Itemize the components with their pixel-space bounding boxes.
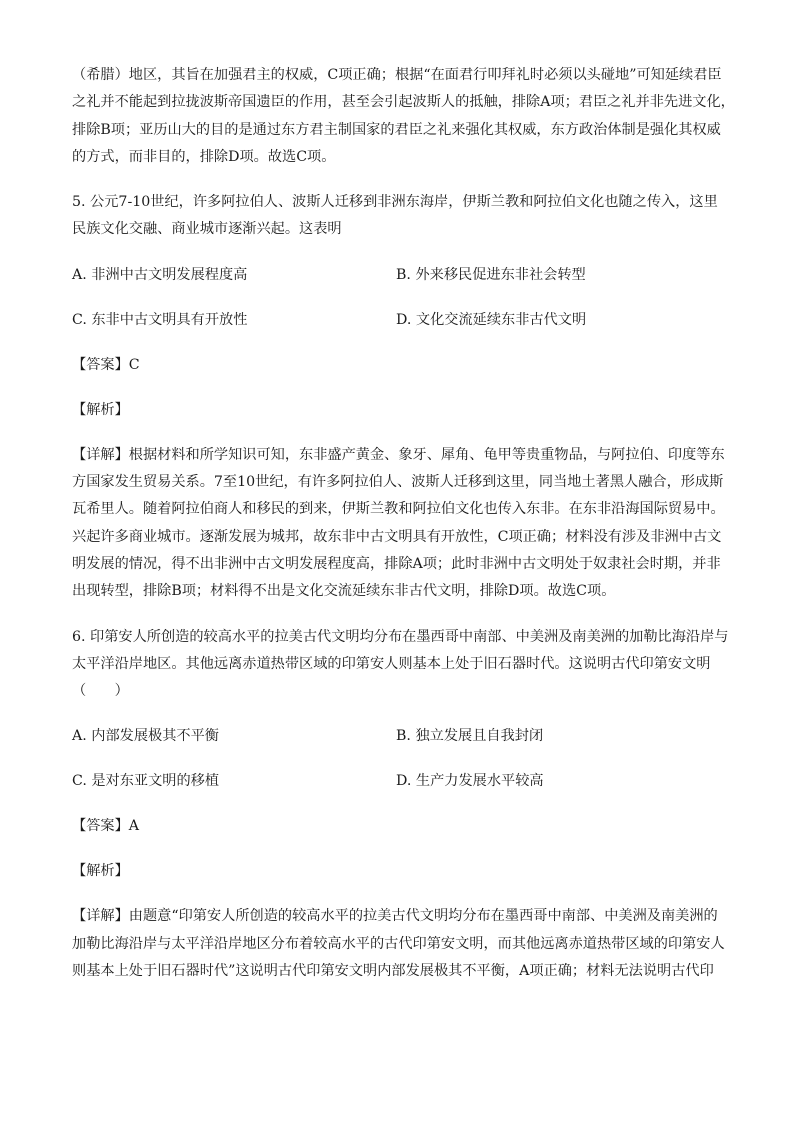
answer-label: 【答案】 [72, 818, 129, 835]
q5-detail-line: 方国家发生贸易关系。7至10世纪，有许多阿拉伯人、波斯人迁移到这里，同当地土著黑人融合，形成斯 [72, 474, 724, 491]
q5-option-a: A. 非洲中古文明发展程度高 [72, 266, 248, 283]
q6-option-c: C. 是对东亚文明的移植 [72, 773, 220, 790]
q5-stem-line: 民族文化交融、商业城市逐渐兴起。这表明 [72, 221, 342, 238]
intro-line: （希腊）地区，其旨在加强君主的权威，C项正确；根据“在面君行叩拜礼时必须以头碰地”可知延续君臣 [72, 67, 722, 83]
q6-detail [72, 903, 732, 985]
q5-detail-line: 【详解】根据材料和所学知识可知，东非盛产黄金、象牙、犀角、龟甲等贵重物品，与阿拉伯、印度等东 [72, 446, 725, 463]
q5-option-c: C. 东非中古文明具有开放性 [72, 311, 248, 328]
q6-answer [72, 813, 732, 840]
q5-detail-line: 兴起许多商业城市。逐渐发展为城邦，故东非中古文明具有开放性，C项正确；材料没有涉及非洲中古文 [72, 528, 722, 545]
q5-option-d: D. 文化交流延续东非古代文明 [396, 311, 587, 328]
answer-label: 【答案】 [72, 356, 129, 373]
q5-detail-line: 出现转型，排除B项；材料得不出是文化交流延续东非古代文明，排除D项。故选C项。 [72, 583, 616, 600]
q6-detail-line: 加勒比海沿岸与太平洋沿岸地区分布着较高水平的古代印第安文明，而其他远离赤道热带区域的印第安人 [72, 935, 725, 952]
question-5-options [72, 262, 732, 334]
q5-analysis-label: 【解析】 [72, 401, 129, 418]
q5-detail [72, 442, 732, 606]
intro-explanation [72, 62, 735, 171]
q5-stem-line: 5. 公元7-10世纪，许多阿拉伯人、波斯人迁移到非洲东海岸，伊斯兰教和阿拉伯文化也随之传入，这里 [72, 194, 718, 211]
q5-detail-line: 明发展的情况，得不出非洲中古文明发展程度高，排除A项；此时非洲中古文明处于奴隶社会时期，并非 [72, 555, 721, 572]
q6-detail-line: 则基本上处于旧石器时代”这说明古代印第安文明内部发展极其不平衡，A项正确；材料无法说明古代印 [72, 963, 714, 980]
answer-value: A [128, 818, 140, 835]
q6-stem-line: 6. 印第安人所创造的较高水平的拉美古代文明均分布在墨西哥中南部、中美洲及南美洲的加勒比海沿岸与 [72, 628, 729, 645]
intro-line: 的方式，而非目的，排除D项。故选C项。 [72, 148, 336, 165]
answer-value: C [128, 356, 140, 373]
q6-stem-line: 太平洋沿岸地区。其他远离赤道热带区域的印第安人则基本上处于旧石器时代。这说明古代印第安文明 [72, 655, 711, 672]
q6-option-d: D. 生产力发展水平较高 [396, 773, 544, 790]
q6-analysis-label: 【解析】 [72, 863, 129, 880]
q6-stem-line: （ ） [72, 683, 129, 700]
q6-option-a: A. 内部发展极其不平衡 [72, 728, 219, 745]
question-6-options [72, 723, 732, 795]
question-5-stem [72, 189, 732, 244]
document-page [72, 62, 735, 985]
intro-line: 排除B项；亚历山大的目的是通过东方君主制国家的君臣之礼来强化其权威，东方政治体制是强化其权威 [72, 121, 721, 138]
q6-detail-line: 【详解】由题意“印第安人所创造的较高水平的拉美古代文明均分布在墨西哥中南部、中美洲及南美洲的 [72, 908, 718, 925]
q5-detail-line: 瓦希里人。随着阿拉伯商人和移民的到来，伊斯兰教和阿拉伯文化也传入东非。在东非沿海国际贸易中。 [72, 501, 725, 518]
intro-line: 之礼并不能起到拉拢波斯帝国遗臣的作用，甚至会引起波斯人的抵触，排除A项；君臣之礼并非先进文化， [72, 94, 735, 111]
q6-option-b: B. 独立发展且自我封闭 [396, 728, 544, 745]
q5-option-b: B. 外来移民促进东非社会转型 [396, 266, 586, 283]
q5-answer [72, 352, 732, 379]
question-6-stem [72, 624, 732, 706]
